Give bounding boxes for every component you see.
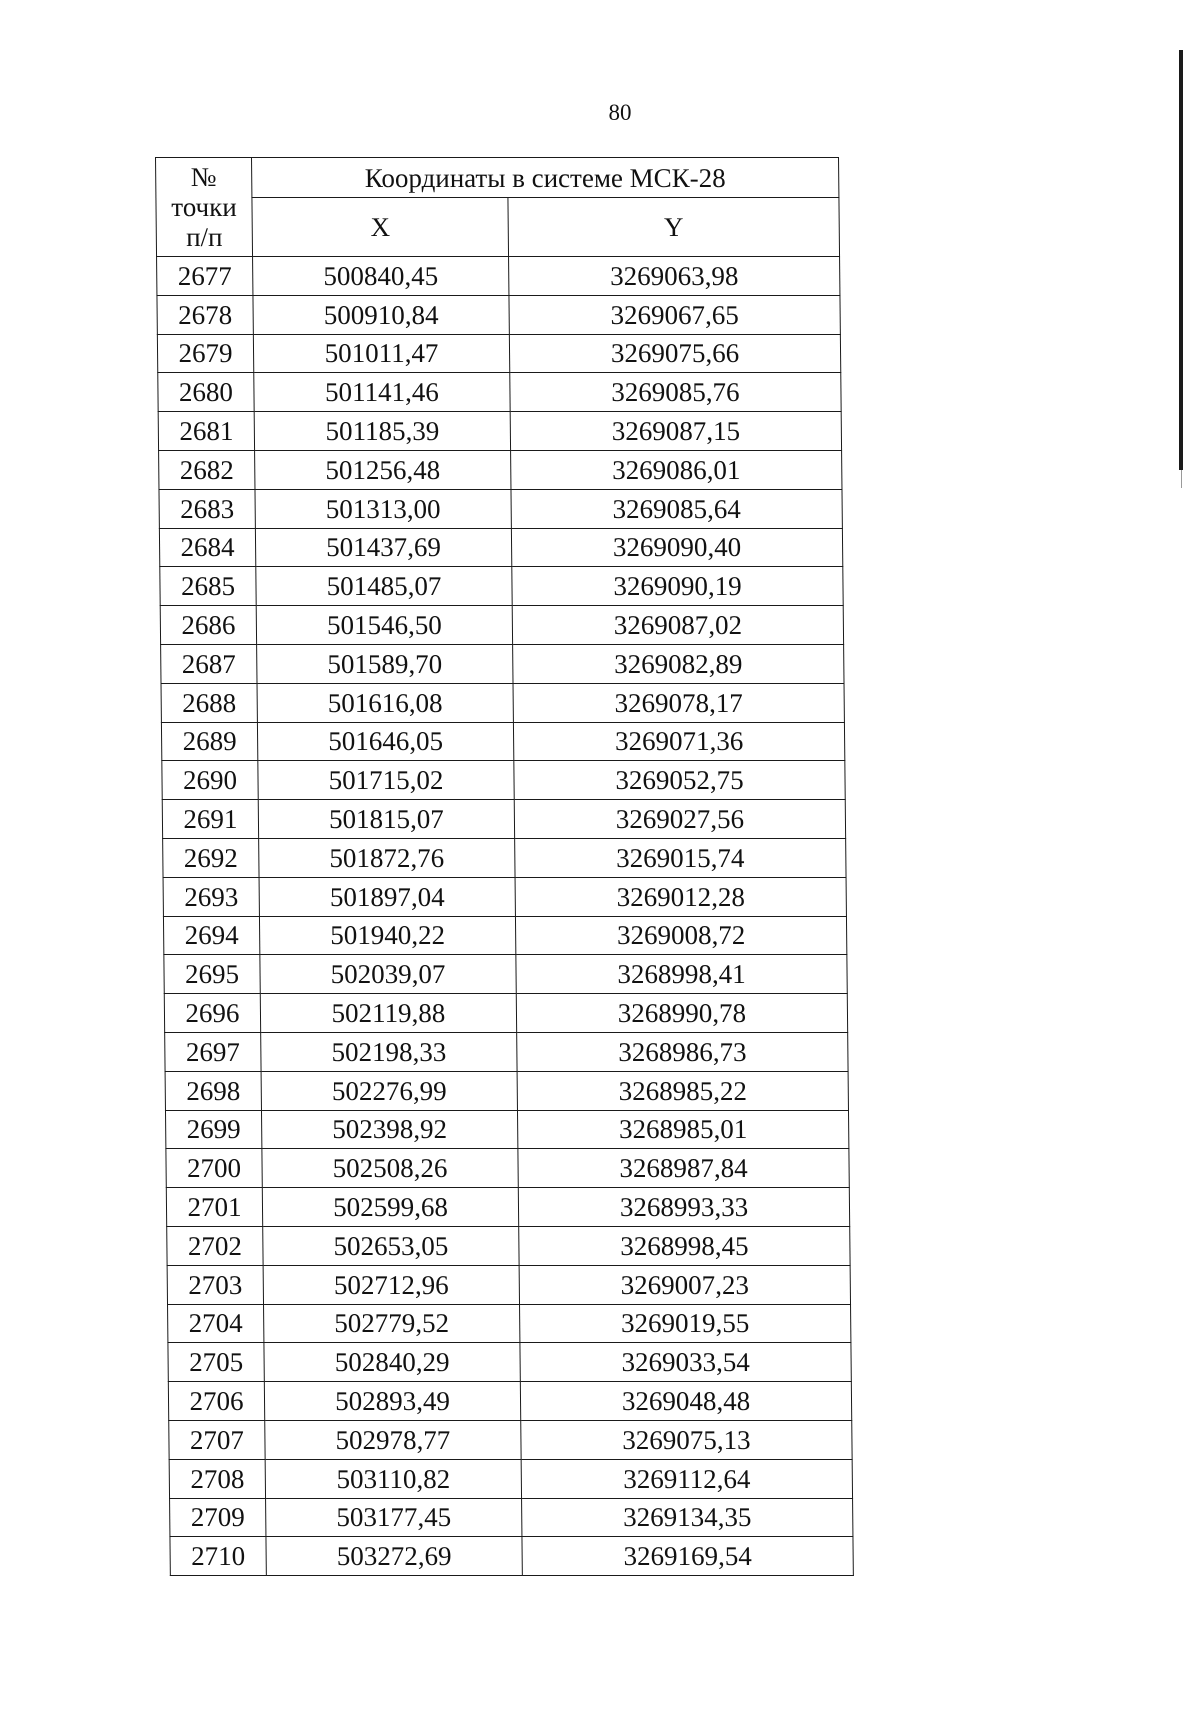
table-row (160, 567, 843, 606)
table-row (159, 528, 842, 567)
table-row (161, 722, 844, 761)
table-row (165, 1071, 848, 1110)
table-row (163, 916, 846, 955)
point-number-cell: 2705 (168, 1343, 264, 1382)
y-coordinate-cell: 3269048,48 (520, 1382, 851, 1421)
y-coordinate-cell: 3269090,40 (511, 528, 842, 567)
y-coordinate-cell: 3269082,89 (513, 644, 844, 683)
table-row (163, 877, 846, 916)
table-row (161, 683, 844, 722)
scan-edge-mark-faint (1181, 470, 1182, 488)
point-number-cell: 2701 (166, 1188, 262, 1227)
x-coordinate-cell: 503177,45 (266, 1498, 522, 1537)
point-number-cell: 2687 (161, 644, 257, 683)
y-coordinate-cell: 3269087,02 (512, 606, 843, 645)
table-row (165, 1032, 848, 1071)
y-coordinate-cell: 3269012,28 (515, 877, 846, 916)
point-number-cell: 2696 (164, 994, 260, 1033)
table-row (167, 1226, 850, 1265)
point-number-cell: 2707 (169, 1420, 265, 1459)
y-coordinate-cell: 3269067,65 (509, 295, 840, 334)
point-number-cell: 2693 (163, 877, 259, 916)
x-coordinate-cell: 501185,39 (254, 412, 510, 451)
y-coordinate-cell: 3268986,73 (517, 1032, 848, 1071)
table-row (157, 257, 840, 296)
table-row (167, 1265, 850, 1304)
point-number-cell: 2709 (170, 1498, 266, 1537)
x-coordinate-cell: 502599,68 (262, 1188, 518, 1227)
x-column-header: X (252, 198, 509, 257)
x-coordinate-cell: 501437,69 (255, 528, 511, 567)
table-body (157, 257, 854, 1576)
y-coordinate-cell: 3269085,76 (510, 373, 841, 412)
x-coordinate-cell: 501646,05 (257, 722, 513, 761)
x-coordinate-cell: 501872,76 (259, 838, 515, 877)
y-coordinate-cell: 3268990,78 (516, 994, 847, 1033)
point-number-cell: 2689 (161, 722, 257, 761)
y-coordinate-cell: 3269075,13 (521, 1420, 852, 1459)
table-row (166, 1188, 849, 1227)
x-coordinate-cell: 501313,00 (255, 489, 511, 528)
table-row (168, 1343, 851, 1382)
table-row (159, 489, 842, 528)
table-row (157, 295, 840, 334)
y-coordinate-cell: 3268998,41 (516, 955, 847, 994)
point-number-cell: 2681 (158, 412, 254, 451)
table-row (158, 412, 841, 451)
x-coordinate-cell: 501589,70 (257, 644, 513, 683)
x-coordinate-cell: 501141,46 (254, 373, 510, 412)
table-row (160, 606, 843, 645)
point-number-cell: 2697 (165, 1032, 261, 1071)
x-coordinate-cell: 502840,29 (264, 1343, 520, 1382)
x-coordinate-cell: 501897,04 (259, 877, 515, 916)
x-coordinate-cell: 502039,07 (260, 955, 516, 994)
table-row (169, 1420, 852, 1459)
y-coordinate-cell: 3269078,17 (513, 683, 844, 722)
x-coordinate-cell: 502508,26 (262, 1149, 518, 1188)
point-number-cell: 2678 (157, 295, 253, 334)
x-coordinate-cell: 502198,33 (261, 1032, 517, 1071)
scan-edge-mark (1179, 50, 1183, 470)
table-row (168, 1304, 851, 1343)
point-number-header-line2: точки (171, 192, 237, 222)
y-coordinate-cell: 3268985,22 (517, 1071, 848, 1110)
point-number-cell: 2688 (161, 683, 257, 722)
table-row (168, 1382, 851, 1421)
point-number-cell: 2690 (162, 761, 258, 800)
x-coordinate-cell: 500910,84 (253, 295, 509, 334)
point-number-cell: 2704 (168, 1304, 264, 1343)
point-number-cell: 2680 (158, 373, 254, 412)
table-row (170, 1537, 853, 1576)
y-coordinate-cell: 3269027,56 (514, 800, 845, 839)
point-number-cell: 2695 (164, 955, 260, 994)
point-number-header-line3: п/п (185, 222, 223, 252)
y-coordinate-cell: 3268993,33 (518, 1188, 849, 1227)
point-number-header-line1: № (190, 162, 217, 192)
point-number-cell: 2692 (163, 838, 259, 877)
point-number-cell: 2694 (163, 916, 259, 955)
y-coordinate-cell: 3269085,64 (511, 489, 842, 528)
table-row (159, 450, 842, 489)
y-coordinate-cell: 3269090,19 (512, 567, 843, 606)
y-coordinate-cell: 3269075,66 (509, 334, 840, 373)
x-coordinate-cell: 501616,08 (257, 683, 513, 722)
y-coordinate-cell: 3269019,55 (520, 1304, 851, 1343)
x-coordinate-cell: 503272,69 (266, 1537, 522, 1576)
coordinates-group-header: Координаты в системе МСК-28 (252, 158, 839, 198)
x-coordinate-cell: 501715,02 (258, 761, 514, 800)
table-row (157, 334, 840, 373)
point-number-cell: 2710 (170, 1537, 266, 1576)
x-coordinate-cell: 502119,88 (260, 994, 516, 1033)
point-number-cell: 2698 (165, 1071, 261, 1110)
table-row (161, 644, 844, 683)
point-number-cell: 2702 (167, 1226, 263, 1265)
table-row (164, 994, 847, 1033)
x-coordinate-cell: 500840,45 (253, 257, 509, 296)
coordinates-table (155, 157, 854, 1576)
table-row (158, 373, 841, 412)
point-number-cell: 2682 (159, 450, 255, 489)
point-number-cell: 2700 (166, 1149, 262, 1188)
x-coordinate-cell: 501546,50 (256, 606, 512, 645)
y-coordinate-cell: 3268985,01 (517, 1110, 848, 1149)
y-column-header: Y (508, 198, 840, 257)
x-coordinate-cell: 501485,07 (256, 567, 512, 606)
x-coordinate-cell: 502712,96 (263, 1265, 519, 1304)
page-number: 80 (608, 100, 632, 125)
y-coordinate-cell: 3269087,15 (510, 412, 841, 451)
x-coordinate-cell: 501256,48 (255, 450, 511, 489)
y-coordinate-cell: 3269015,74 (515, 838, 846, 877)
table-row (165, 1110, 848, 1149)
point-number-cell: 2677 (157, 257, 253, 296)
table-row (162, 761, 845, 800)
x-coordinate-cell: 501815,07 (258, 800, 514, 839)
x-coordinate-cell: 502653,05 (263, 1226, 519, 1265)
y-coordinate-cell: 3269007,23 (519, 1265, 850, 1304)
point-number-cell: 2691 (162, 800, 258, 839)
table-row (164, 955, 847, 994)
x-coordinate-cell: 502398,92 (261, 1110, 517, 1149)
y-coordinate-cell: 3269052,75 (514, 761, 845, 800)
table-row (163, 838, 846, 877)
x-coordinate-cell: 501011,47 (253, 334, 509, 373)
point-number-cell: 2706 (168, 1382, 264, 1421)
point-number-cell: 2685 (160, 567, 256, 606)
point-number-cell: 2708 (169, 1459, 265, 1498)
y-coordinate-cell: 3269169,54 (522, 1537, 853, 1576)
x-coordinate-cell: 503110,82 (265, 1459, 521, 1498)
table-row (170, 1498, 853, 1537)
y-coordinate-cell: 3268998,45 (519, 1226, 850, 1265)
x-coordinate-cell: 502276,99 (261, 1071, 517, 1110)
y-coordinate-cell: 3269008,72 (515, 916, 846, 955)
table-row (162, 800, 845, 839)
y-coordinate-cell: 3269134,35 (522, 1498, 853, 1537)
point-number-header (156, 158, 253, 257)
point-number-cell: 2684 (159, 528, 255, 567)
y-coordinate-cell: 3269112,64 (521, 1459, 852, 1498)
y-coordinate-cell: 3269071,36 (513, 722, 844, 761)
x-coordinate-cell: 501940,22 (259, 916, 515, 955)
point-number-cell: 2679 (157, 334, 253, 373)
point-number-cell: 2683 (159, 489, 255, 528)
y-coordinate-cell: 3268987,84 (518, 1149, 849, 1188)
x-coordinate-cell: 502779,52 (264, 1304, 520, 1343)
table-row (169, 1459, 852, 1498)
table-header (156, 158, 840, 257)
point-number-cell: 2699 (165, 1110, 261, 1149)
table-row (166, 1149, 849, 1188)
point-number-cell: 2686 (160, 606, 256, 645)
y-coordinate-cell: 3269033,54 (520, 1343, 851, 1382)
x-coordinate-cell: 502978,77 (265, 1420, 521, 1459)
point-number-cell: 2703 (167, 1265, 263, 1304)
x-coordinate-cell: 502893,49 (264, 1382, 520, 1421)
y-coordinate-cell: 3269063,98 (509, 257, 840, 296)
y-coordinate-cell: 3269086,01 (511, 450, 842, 489)
